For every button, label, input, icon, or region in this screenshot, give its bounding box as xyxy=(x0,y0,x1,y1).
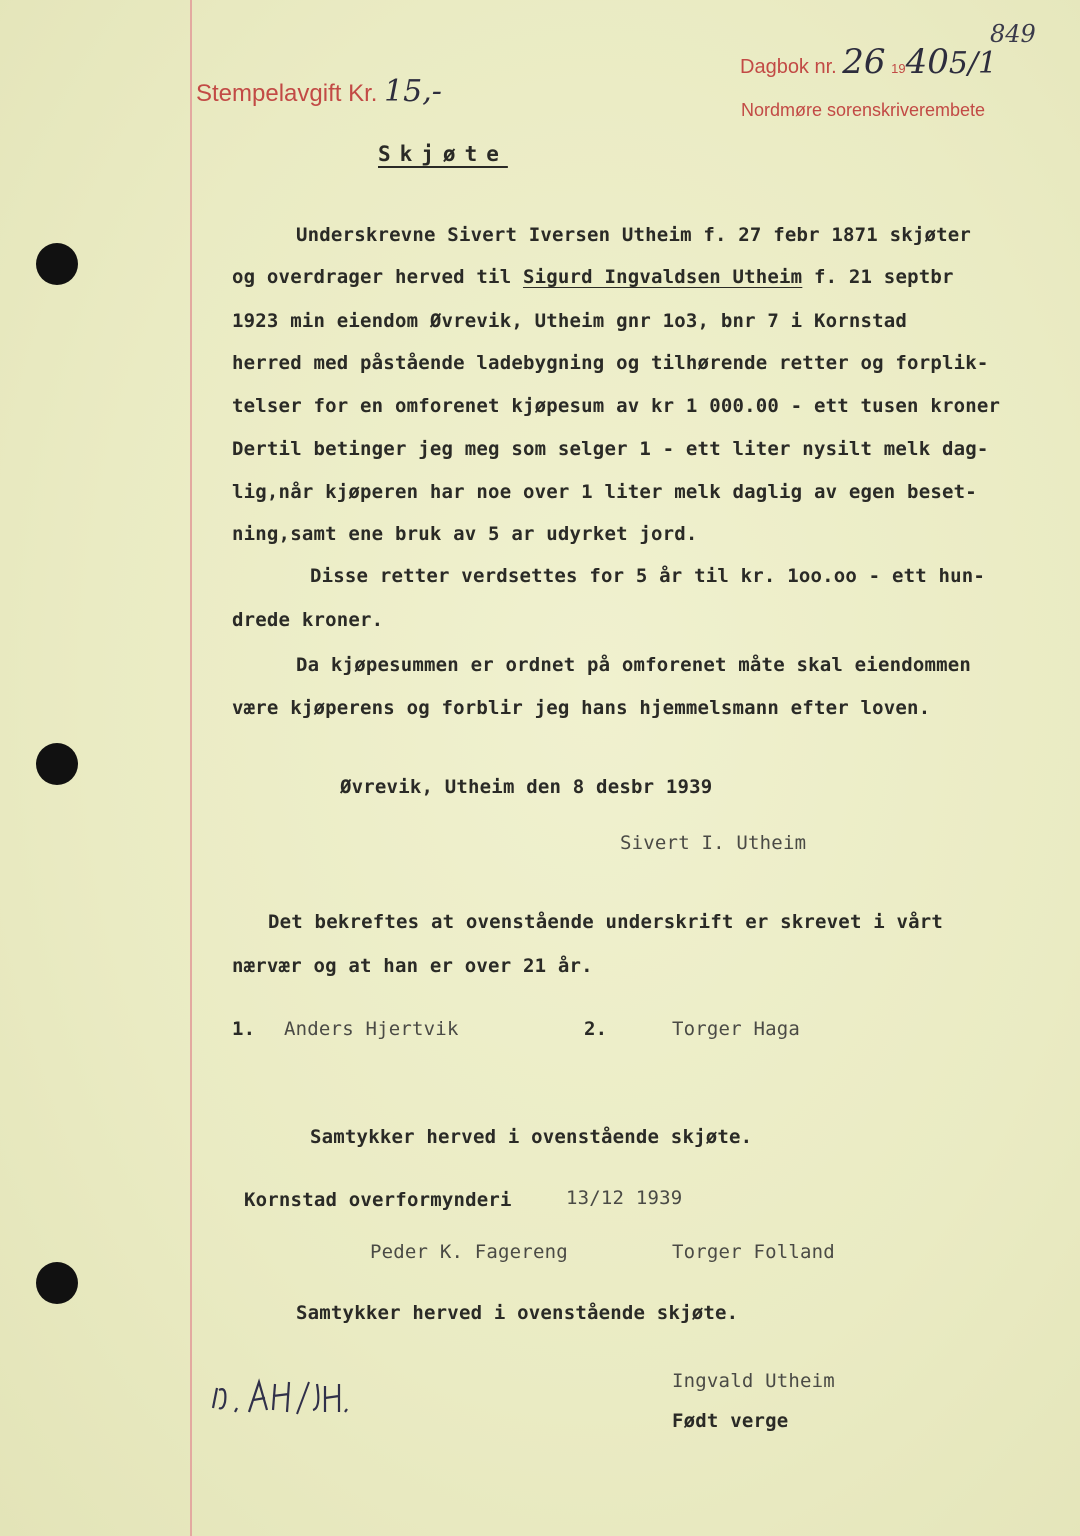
punch-hole-middle xyxy=(36,743,78,785)
consent-statement-2: Samtykker herved i ovenstående skjøte. xyxy=(296,1302,739,1324)
stamp-duty-amount: 15,- xyxy=(384,74,442,109)
stamp-duty xyxy=(196,74,442,109)
body-line-2 xyxy=(232,266,954,288)
body-line-8: ning,samt ene bruk av 5 ar udyrket jord. xyxy=(232,523,698,545)
office-stamp: Nordmøre sorenskriverembete xyxy=(741,100,986,120)
punch-hole-bottom xyxy=(36,1262,78,1304)
dagbok-stamp xyxy=(740,42,997,82)
body-line-1: Underskrevne Sivert Iversen Utheim f. 27 febr 1871 skjøter xyxy=(296,224,972,246)
body-line-2-suffix: f. 21 septbr xyxy=(802,266,954,288)
place-date: Øvrevik, Utheim den 8 desbr 1939 xyxy=(340,776,713,798)
body-line-11: Da kjøpesummen er ordnet på omforenet måte skal eiendommen xyxy=(296,654,972,676)
body-line-4: herred med påstående ladebygning og tilhørende retter og forplik- xyxy=(232,352,989,374)
body-line-10: drede kroner. xyxy=(232,609,384,631)
witness-statement-line-2: nærvær og at han er over 21 år. xyxy=(232,955,593,977)
witness-1-name: Anders Hjertvik xyxy=(284,1018,459,1040)
witness-2-number: 2. xyxy=(584,1018,608,1040)
guardianship-office: Kornstad overformynderi xyxy=(244,1189,512,1211)
witness-2-name: Torger Haga xyxy=(672,1018,801,1040)
body-line-12: være kjøperens og forblir jeg hans hjemmelsmann efter loven. xyxy=(232,697,931,719)
guardian-name: Ingvald Utheim xyxy=(672,1370,835,1392)
body-line-6: Dertil betinger jeg meg som selger 1 - ett liter nysilt melk dag- xyxy=(232,438,989,460)
guardianship-signer-2: Torger Folland xyxy=(672,1241,835,1263)
body-line-3: 1923 min eiendom Øvrevik, Utheim gnr 1o3, bnr 7 i Kornstad xyxy=(232,310,908,332)
guardianship-signer-1: Peder K. Fagereng xyxy=(370,1241,568,1263)
seller-signature: Sivert I. Utheim xyxy=(620,832,807,854)
guardian-role: Født verge xyxy=(672,1410,789,1432)
dagbok-suffix: 5/1 xyxy=(948,46,998,81)
punch-hole-top xyxy=(36,243,78,285)
buyer-name: Sigurd Ingvaldsen Utheim xyxy=(522,266,803,288)
dagbok-year-prefix: 19 xyxy=(891,61,906,76)
document-title: Skjøte xyxy=(378,142,508,166)
dagbok-number: 26 xyxy=(842,42,886,82)
stamp-duty-label: Stempelavgift Kr. xyxy=(196,80,378,107)
guardianship-date: 13/12 1939 xyxy=(566,1187,683,1209)
dagbok-label: Dagbok nr. xyxy=(740,56,837,78)
body-line-2-prefix: og overdrager herved til xyxy=(232,266,523,288)
consent-statement-1: Samtykker herved i ovenstående skjøte. xyxy=(310,1126,753,1148)
dagbok-year: 40 xyxy=(905,42,949,82)
body-line-7: lig,når kjøperen har noe over 1 liter melk daglig av egen beset- xyxy=(232,481,977,503)
witness-statement-line-1: Det bekreftes at ovenstående underskrift er skrevet i vårt xyxy=(268,911,944,933)
body-line-5: telser for en omforenet kjøpesum av kr 1 000.00 - ett tusen kroner xyxy=(232,395,1001,417)
handwritten-initials-signature xyxy=(205,1368,355,1428)
body-line-9: Disse retter verdsettes for 5 år til kr. 1oo.oo - ett hun- xyxy=(310,565,986,587)
witness-1-number: 1. xyxy=(232,1018,256,1040)
page-number: 849 xyxy=(990,20,1036,48)
red-margin-line xyxy=(190,0,192,1536)
